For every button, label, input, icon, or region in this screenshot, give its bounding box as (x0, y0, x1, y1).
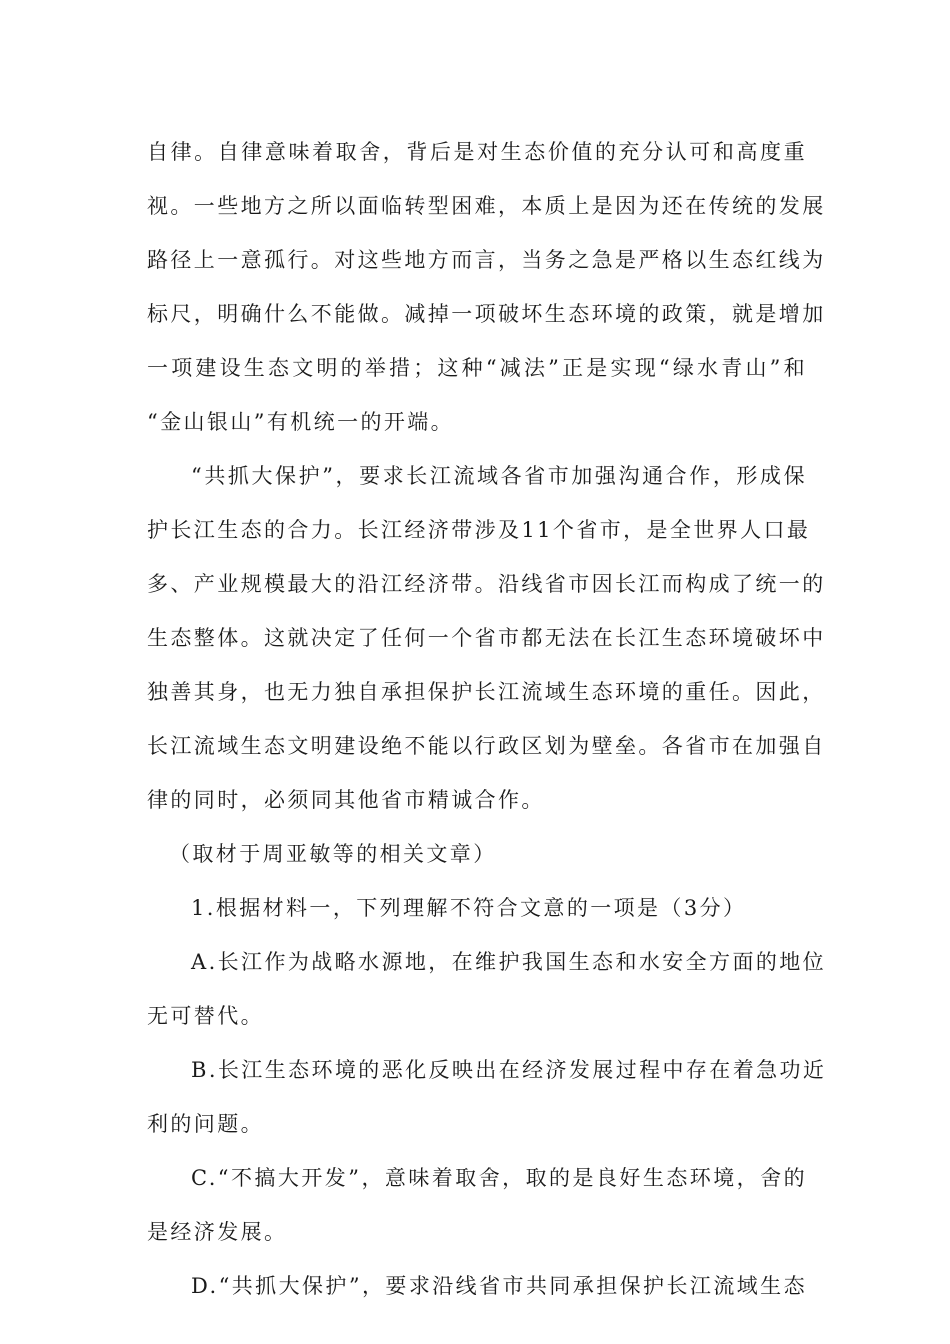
option-line: A.长江作为战略水源地，在维护我国生态和水安全方面的地位 (191, 950, 827, 974)
source-note: （取材于周亚敏等的相关文章） (169, 842, 497, 866)
text-line: 自律。自律意味着取舍，背后是对生态价值的充分认可和高度重 (147, 140, 807, 164)
text-line: 长江流域生态文明建设绝不能以行政区划为壁垒。各省市在加强自 (147, 734, 826, 758)
text-line: “金山银山”有机统一的开端。 (147, 410, 455, 434)
text-line: 多、产业规模最大的沿江经济带。沿线省市因长江而构成了统一的 (147, 572, 826, 596)
option-a (147, 944, 827, 1052)
document-body (147, 134, 827, 1322)
option-c (147, 1160, 807, 1268)
question-stem: 1.根据材料一，下列理解不符合文意的一项是（3分） (191, 896, 747, 920)
option-line: 是经济发展。 (147, 1220, 288, 1244)
option-d (147, 1268, 807, 1322)
option-line: D.“共抓大保护”，要求沿线省市共同承担保护长江流域生态 (191, 1274, 807, 1298)
text-line: 一项建设生态文明的举措；这种“减法”正是实现“绿水青山”和 (147, 356, 807, 380)
text-line: 独善其身，也无力独自承担保护长江流域生态环境的重任。因此， (147, 680, 826, 704)
text-line: 生态整体。这就决定了任何一个省市都无法在长江生态环境破坏中 (147, 626, 826, 650)
option-line: C.“不搞大开发”，意味着取舍，取的是良好生态环境，舍的 (191, 1166, 807, 1190)
option-b (147, 1052, 827, 1160)
text-line: 护长江生态的合力。长江经济带涉及11个省市，是全世界人口最 (147, 518, 811, 542)
text-line: 视。一些地方之所以面临转型困难，本质上是因为还在传统的发展 (147, 194, 826, 218)
paragraph-1 (147, 134, 826, 458)
option-line: 利的问题。 (147, 1112, 264, 1136)
question-1 (147, 890, 827, 1322)
option-line: B.长江生态环境的恶化反映出在经济发展过程中存在着急功近 (191, 1058, 827, 1082)
text-line: 律的同时，必须同其他省市精诚合作。 (147, 788, 545, 812)
text-line: “共抓大保护”，要求长江流域各省市加强沟通合作，形成保 (191, 464, 807, 488)
text-line: 标尺，明确什么不能做。减掉一项破坏生态环境的政策，就是增加 (147, 302, 826, 326)
text-line: 路径上一意孤行。对这些地方而言，当务之急是严格以生态红线为 (147, 248, 826, 272)
option-line: 无可替代。 (147, 1004, 264, 1028)
paragraph-2 (147, 458, 826, 836)
